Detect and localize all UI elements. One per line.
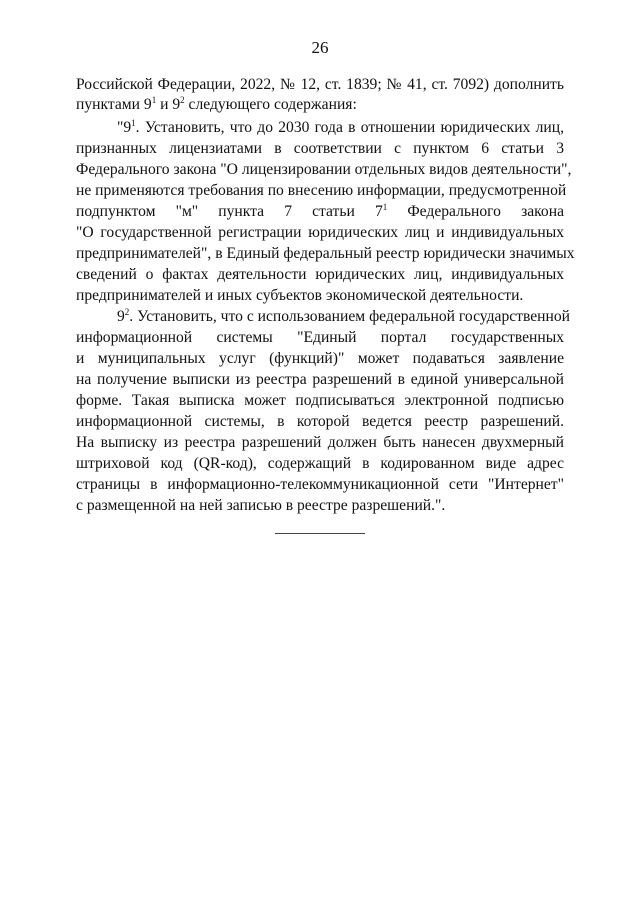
text-line-1: Российской Федерации, 2022, № 12, ст. 1839; № 41, ст. 7092) дополнить bbox=[76, 76, 564, 93]
text-line-17: информационной системы, в которой ведется реестр разрешений. bbox=[76, 413, 564, 430]
text-line-21: с размещенной на ней записью в реестре разрешений.". bbox=[76, 497, 446, 514]
text-line-7: подпунктом "м" пункта 7 статьи $7^1$ Федерального закона bbox=[76, 202, 564, 220]
text-line-19: штриховой код (QR-код), содержащий в кодированном виде адрес bbox=[76, 455, 564, 472]
text-line-15: на получение выписки из реестра разрешений в единой универсальной bbox=[76, 371, 564, 388]
text-line-4: признанных лицензиатами в соответствии с пунктом 6 статьи 3 bbox=[76, 140, 564, 157]
text-line-5: Федерального закона "О лицензировании отдельных видов деятельности", bbox=[76, 161, 572, 178]
text-line-6: не применяются требования по внесению информации, предусмотренной bbox=[76, 182, 567, 199]
text-line-12: $9^2$. Установить, что с использованием федеральной государственной bbox=[117, 307, 571, 325]
text-line-18: На выписку из реестра разрешений должен быть нанесен двухмерный bbox=[76, 434, 564, 451]
text-line-13: информационной системы "Единый портал государственных bbox=[76, 329, 564, 346]
text-line-10: сведений о фактах деятельности юридических лиц, индивидуальных bbox=[76, 266, 564, 283]
text-line-20: страницы в информационно-телекоммуникационной сети "Интернет" bbox=[76, 476, 564, 493]
text-line-14: и муниципальных услуг (функций)" может подаваться заявление bbox=[76, 350, 564, 367]
end-of-document-rule bbox=[275, 533, 365, 534]
text-line-11: предпринимателей и иных субъектов экономической деятельности. bbox=[76, 287, 524, 304]
text-line-8: "О государственной регистрации юридических лиц и индивидуальных bbox=[76, 224, 564, 241]
page-number: 26 bbox=[311, 38, 329, 57]
text-line-2: пунктами $9^1$ и $9^2$ следующего содержания: bbox=[76, 95, 357, 113]
text-line-16: форме. Такая выписка может подписываться электронной подписью bbox=[76, 392, 564, 409]
text-line-9: предпринимателей", в Единый федеральный реестр юридически значимых bbox=[76, 245, 575, 262]
text-line-3: "$9^1$. Установить, что до 2030 года в отношении юридических лиц, bbox=[117, 118, 564, 136]
